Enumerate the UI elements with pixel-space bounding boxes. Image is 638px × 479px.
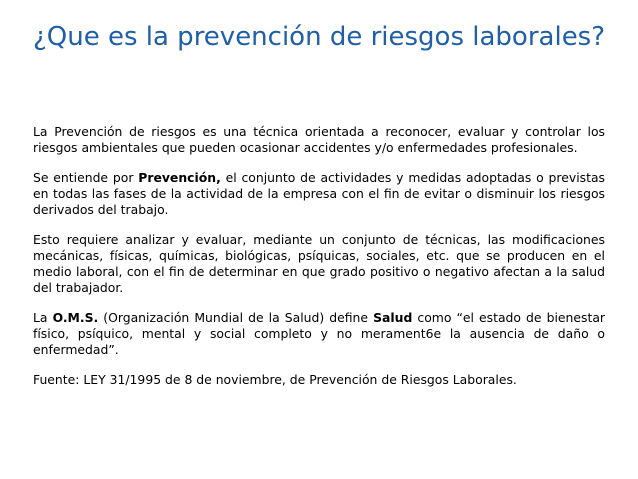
paragraph-oms-definition (33, 310, 605, 358)
paragraph-definition-risk-prevention (33, 124, 605, 156)
term-salud: Salud (373, 310, 413, 325)
paragraph-lead: La (33, 310, 53, 325)
paragraph-rest: como “el estado de bienestar físico, psíquico, mental y social completo y no merament6e la ausencia de daño o enfermedad”. (33, 310, 606, 357)
paragraph-lead: Se entiende por (33, 170, 139, 185)
paragraph-prevention-meaning (33, 170, 605, 218)
term-prevencion: Prevención, (138, 170, 221, 185)
paragraph-text: Esto requiere analizar y evaluar, mediante un conjunto de técnicas, las modificaciones mecánicas, físicas, químicas, biológicas, psíquicas, sociales, etc. que se producen en el medio laboral, con el fin de determinar en que grado positivo o negativo afectan a la salud del trabajador. (33, 232, 605, 295)
paragraph-rest: el conjunto de actividades y medidas adoptadas o previstas en todas las fases de la actividad de la empresa con el fin de evitar o disminuir los riesgos derivados del trabajo. (33, 170, 606, 217)
paragraph-text: La Prevención de riesgos es una técnica orientada a reconocer, evaluar y controlar los riesgos ambientales que pueden ocasionar accidentes y/o enfermedades profesionales. (33, 124, 605, 155)
paragraph-source (33, 372, 605, 388)
paragraph-analysis (33, 232, 605, 296)
slide-body (33, 124, 605, 388)
source-text: Fuente: LEY 31/1995 de 8 de noviembre, de Prevención de Riesgos Laborales. (33, 372, 517, 387)
slide-title: ¿Que es la prevención de riesgos laborales? (32, 22, 606, 52)
term-oms: O.M.S. (52, 310, 99, 325)
paragraph-mid: (Organización Mundial de la Salud) define (98, 310, 374, 325)
